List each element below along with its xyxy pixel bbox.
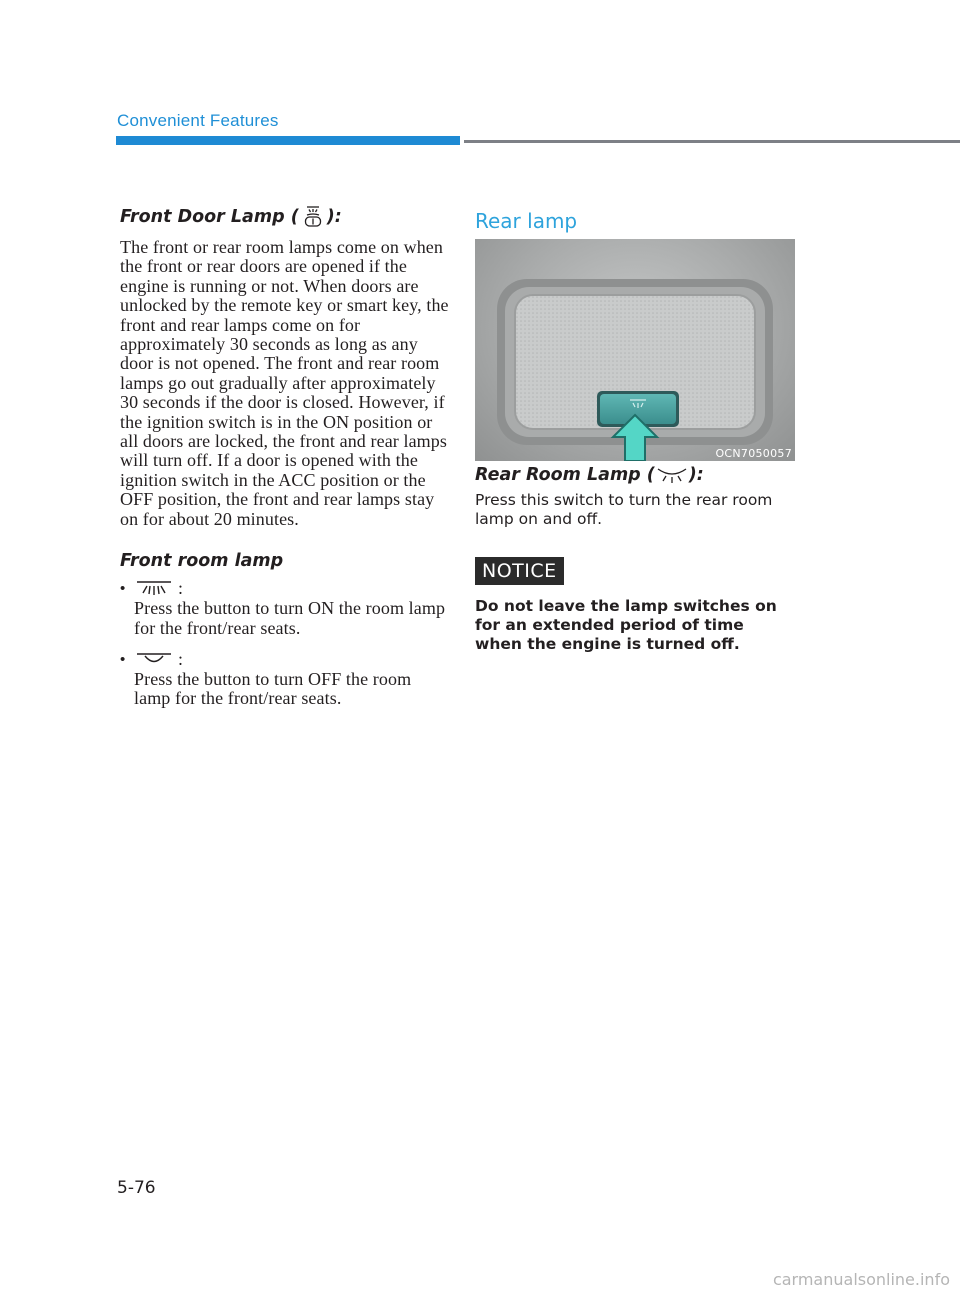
room-lamp-off-text: Press the button to turn OFF the room lamp for the front/rear seats. bbox=[134, 668, 412, 709]
front-door-lamp-heading-suffix: ): bbox=[326, 207, 342, 227]
left-column bbox=[120, 205, 450, 709]
watermark: carmanualsonline.info bbox=[772, 1270, 950, 1289]
header-accent-bar bbox=[116, 136, 460, 145]
notice-text: Do not leave the lamp switches on for an extended period of time when the engine is turned off. bbox=[475, 597, 777, 653]
room-lamp-on-icon bbox=[134, 580, 174, 598]
rear-room-lamp-section bbox=[475, 465, 795, 654]
rear-room-lamp-heading bbox=[475, 465, 795, 485]
header-rule bbox=[464, 140, 960, 143]
page-number: 5-76 bbox=[117, 1178, 156, 1198]
list-item: • : Press the button to turn ON the room lamp for the front/rear seats. bbox=[120, 579, 450, 638]
front-door-lamp-heading-prefix: Front Door Lamp ( bbox=[120, 207, 299, 227]
header-section-title: Convenient Features bbox=[117, 111, 279, 130]
front-door-lamp-heading bbox=[120, 205, 450, 229]
rear-lamp-photo bbox=[475, 239, 795, 461]
room-lamp-off-icon bbox=[134, 651, 174, 669]
front-room-lamp-heading: Front room lamp bbox=[120, 551, 284, 572]
front-door-lamp-body: The front or rear room lamps come on when the front or rear doors are opened if the engine is running or not. When doors are unlocked by the remote key or smart key, the front and rear lamps come on for approximately 30 seconds as long as any door is not opened. The front and rear room lamps go out gradually after approximately 30 seconds if the door is closed. However, if the ignition switch is in the ON position or all doors are locked, the front and rear lamps will turn off. If a door is opened with the ignition switch in the ACC position or the OFF position, the front and rear lamps stay on for about 20 minutes. bbox=[120, 237, 449, 529]
front-door-lamp-icon bbox=[302, 205, 324, 229]
rear-lamp-title: Rear lamp bbox=[475, 209, 578, 233]
rear-room-lamp-heading-suffix: ): bbox=[688, 465, 704, 485]
rear-room-lamp-heading-prefix: Rear Room Lamp ( bbox=[475, 465, 655, 485]
notice-badge: NOTICE bbox=[475, 557, 564, 585]
rear-room-lamp-body: Press this switch to turn the rear room lamp on and off. bbox=[475, 491, 773, 528]
right-column bbox=[475, 205, 805, 233]
list-item: • : Press the button to turn OFF the room lamp for the front/rear seats. bbox=[120, 650, 450, 709]
room-lamp-on-text: Press the button to turn ON the room lamp for the front/rear seats. bbox=[134, 598, 446, 638]
image-code: OCN7050057 bbox=[715, 447, 792, 460]
rear-lamp-illustration bbox=[475, 239, 795, 461]
rear-room-lamp-icon bbox=[655, 465, 689, 485]
